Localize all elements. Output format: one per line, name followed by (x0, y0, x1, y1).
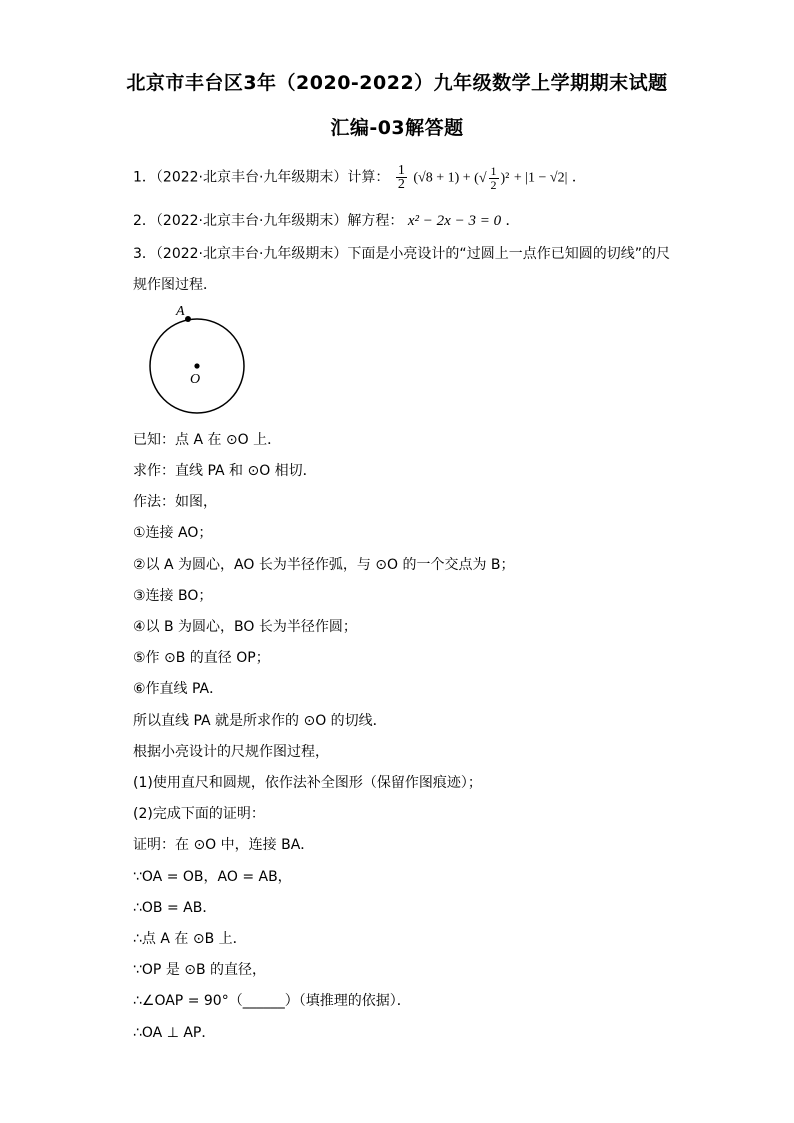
q3-line-known: 已知：点 A 在 ⊙O 上． (133, 432, 282, 448)
q3-step-6: ⑥作直线 PA． (133, 681, 224, 697)
q3-step-3: ③连接 BO； (133, 588, 213, 604)
q3-conclusion: 所以直线 PA 就是所求作的 ⊙O 的切线． (133, 713, 387, 729)
q1-expression-part1: (√8 + 1) + (413, 170, 475, 186)
q3-part-1: (1)使用直尺和圆规，依作法补全图形（保留作图痕迹）； (133, 775, 482, 791)
question-1 (133, 164, 586, 192)
q3-proof-line5: ∴∠OAP = 90°（______）（填推理的依据）． (133, 993, 411, 1009)
q2-suffix: ． (505, 213, 520, 229)
q3-intro-line2: 规作图过程． (133, 277, 217, 293)
q3-proof-line1: ∵OA = OB，AO = AB， (133, 869, 292, 885)
q3-according: 根据小亮设计的尺规作图过程， (133, 744, 329, 760)
point-o-label: O (190, 372, 201, 387)
question-2 (133, 211, 520, 231)
q3-step-4: ④以 B 为圆心，BO 长为半径作圆； (133, 619, 357, 635)
q3-intro-line1: 3．（2022·北京丰台·九年级期末）下面是小亮设计的“过圆上一点作已知圆的切线”的尺 (133, 246, 670, 262)
q2-prefix: 2．（2022·北京丰台·九年级期末）解方程： (133, 213, 404, 229)
page-title-line2: 汇编-03解答题 (330, 117, 464, 139)
q1-prefix: 1．（2022·北京丰台·九年级期末）计算： (133, 169, 390, 186)
q1-fraction-numerator: 1 (397, 163, 405, 178)
circle-figure (140, 300, 255, 420)
q3-proof-start: 证明：在 ⊙O 中，连接 BA． (133, 837, 315, 853)
q3-line-seek: 求作：直线 PA 和 ⊙O 相切． (133, 463, 317, 479)
q1-sqrt-half-squared: (√ $\frac{1}{2}$ )² (474, 163, 510, 192)
q3-step-5: ⑤作 ⊙B 的直径 OP； (133, 650, 270, 666)
center-o-dot (194, 363, 199, 368)
page-title-line1: 北京市丰台区3年（2020-2022）九年级数学上学期期末试题 (126, 72, 668, 94)
q3-line-method: 作法：如图， (133, 494, 217, 510)
q3-proof-line2: ∴OB = AB． (133, 900, 217, 916)
q1-fraction-half (396, 164, 407, 191)
q3-proof-line6: ∴OA ⊥ AP． (133, 1025, 216, 1041)
point-a-dot (185, 316, 191, 322)
q3-proof-line3: ∴点 A 在 ⊙B 上． (133, 931, 247, 947)
q1-expression-part2: + |1 − √2| (513, 170, 568, 186)
q3-step-1: ①连接 AO； (133, 525, 213, 541)
point-a-label: A (176, 304, 185, 319)
q1-fraction-denominator: 2 (397, 177, 405, 192)
q1-suffix: ． (571, 169, 586, 186)
q2-equation: x² − 2x − 3 = 0 (407, 213, 502, 229)
q3-proof-line4: ∵OP 是 ⊙B 的直径， (133, 962, 267, 978)
q3-step-2: ②以 A 为圆心，AO 长为半径作弧，与 ⊙O 的一个交点为 B； (133, 557, 515, 573)
q3-part-2: (2)完成下面的证明： (133, 806, 265, 822)
